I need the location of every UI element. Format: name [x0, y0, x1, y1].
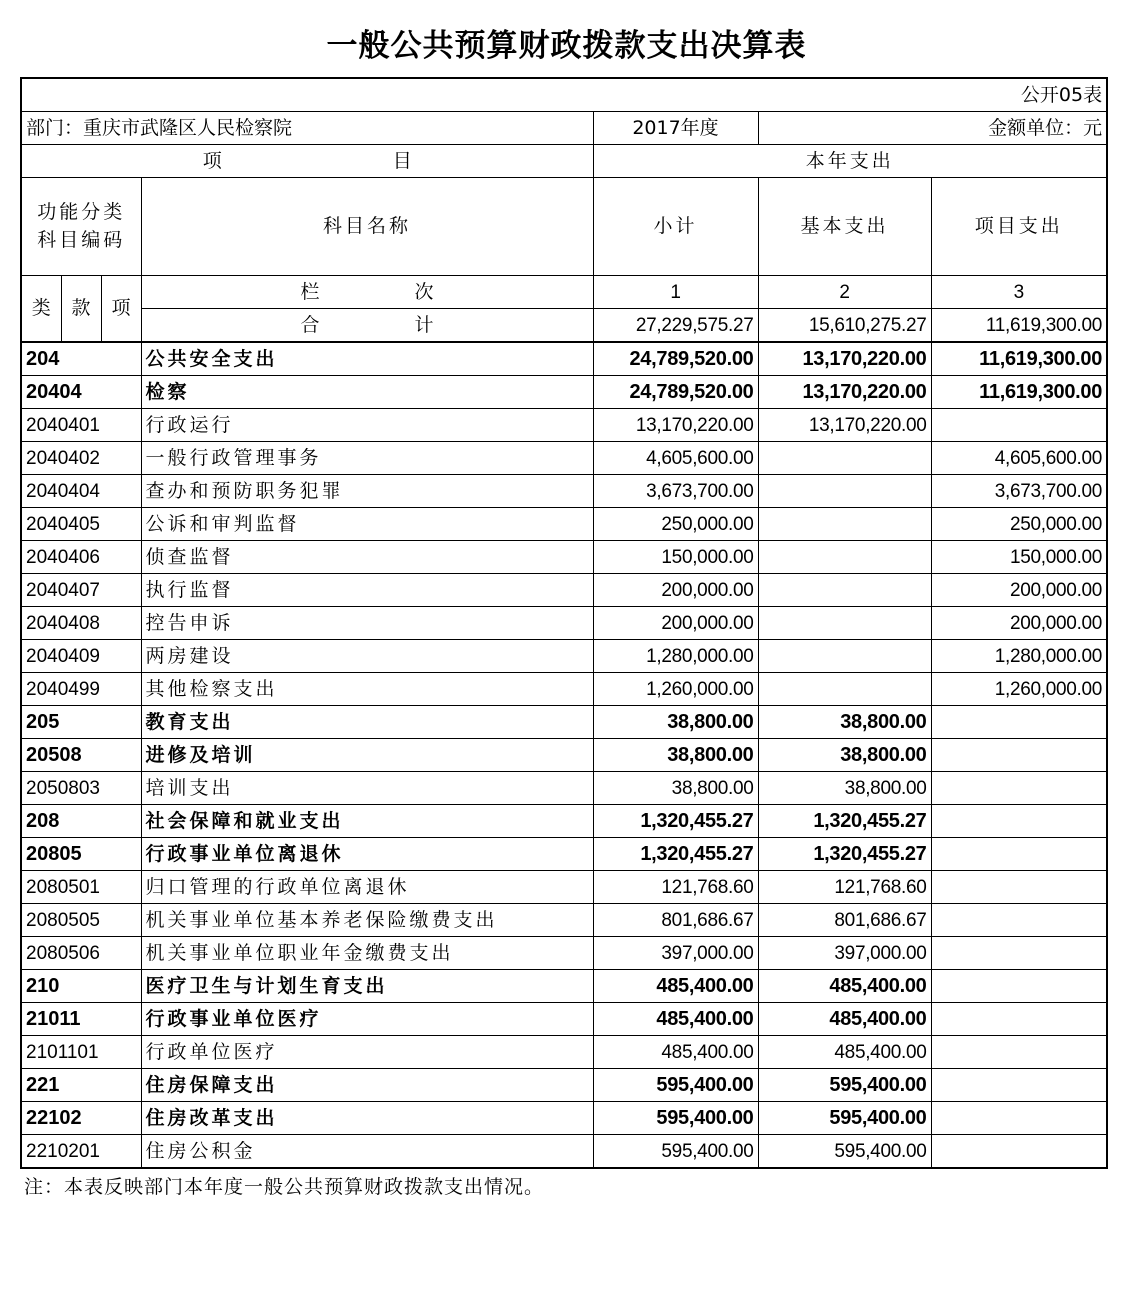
- row-subject-name: 进修及培训: [141, 739, 593, 772]
- row-subject-name: 住房保障支出: [141, 1069, 593, 1102]
- row-project: [931, 1003, 1107, 1036]
- header-current-year: 本年支出: [593, 145, 1107, 178]
- row-code: 2040409: [21, 640, 141, 673]
- table-row: [21, 838, 1107, 871]
- row-basic: 397,000.00: [758, 937, 931, 970]
- row-code: 204: [21, 342, 141, 376]
- header-col1: 1: [593, 276, 758, 309]
- header-project: 项目支出: [931, 178, 1107, 276]
- row-project: 200,000.00: [931, 607, 1107, 640]
- row-subtotal: 485,400.00: [593, 1036, 758, 1069]
- row-subtotal: 24,789,520.00: [593, 342, 758, 376]
- row-subtotal: 250,000.00: [593, 508, 758, 541]
- row-basic: [758, 508, 931, 541]
- row-basic: 38,800.00: [758, 772, 931, 805]
- row-project: 11,619,300.00: [931, 376, 1107, 409]
- row-basic: 121,768.60: [758, 871, 931, 904]
- total-project: 11,619,300.00: [931, 309, 1107, 343]
- table-row: [21, 1135, 1107, 1169]
- row-subtotal: 38,800.00: [593, 772, 758, 805]
- header-lei: 类: [21, 276, 61, 343]
- row-subtotal: 485,400.00: [593, 970, 758, 1003]
- row-subject-name: 培训支出: [141, 772, 593, 805]
- row-code: 2080506: [21, 937, 141, 970]
- row-basic: 595,400.00: [758, 1069, 931, 1102]
- row-project: [931, 739, 1107, 772]
- row-basic: 801,686.67: [758, 904, 931, 937]
- row-project: [931, 1069, 1107, 1102]
- fiscal-year: 2017年度: [593, 112, 758, 145]
- row-code: 20508: [21, 739, 141, 772]
- row-subtotal: 595,400.00: [593, 1102, 758, 1135]
- row-subtotal: 4,605,600.00: [593, 442, 758, 475]
- row-subtotal: 595,400.00: [593, 1135, 758, 1169]
- table-number: 公开05表: [21, 78, 1107, 112]
- row-subject-name: 控告申诉: [141, 607, 593, 640]
- row-subject-name: 教育支出: [141, 706, 593, 739]
- total-label: 合 计: [141, 309, 593, 343]
- header-item: 项 目: [21, 145, 593, 178]
- row-basic: [758, 541, 931, 574]
- table-row: [21, 1036, 1107, 1069]
- row-subtotal: 595,400.00: [593, 1069, 758, 1102]
- row-subject-name: 住房改革支出: [141, 1102, 593, 1135]
- row-basic: [758, 574, 931, 607]
- row-subject-name: 社会保障和就业支出: [141, 805, 593, 838]
- row-subject-name: 其他检察支出: [141, 673, 593, 706]
- row-subject-name: 行政事业单位离退休: [141, 838, 593, 871]
- row-code: 21011: [21, 1003, 141, 1036]
- header-col3: 3: [931, 276, 1107, 309]
- table-row: [21, 607, 1107, 640]
- row-project: [931, 409, 1107, 442]
- row-basic: [758, 673, 931, 706]
- row-code: 22102: [21, 1102, 141, 1135]
- row-code: 208: [21, 805, 141, 838]
- row-subtotal: 24,789,520.00: [593, 376, 758, 409]
- table-row: [21, 772, 1107, 805]
- table-row: [21, 673, 1107, 706]
- row-subtotal: 150,000.00: [593, 541, 758, 574]
- row-code: 20404: [21, 376, 141, 409]
- row-code: 2210201: [21, 1135, 141, 1169]
- row-subtotal: 200,000.00: [593, 607, 758, 640]
- table-row: [21, 409, 1107, 442]
- row-code: 2040499: [21, 673, 141, 706]
- row-subtotal: 1,260,000.00: [593, 673, 758, 706]
- header-column-label: 栏 次: [141, 276, 593, 309]
- row-subject-name: 公诉和审判监督: [141, 508, 593, 541]
- row-subject-name: 归口管理的行政单位离退休: [141, 871, 593, 904]
- row-code: 2080505: [21, 904, 141, 937]
- row-project: [931, 937, 1107, 970]
- header-func-code: 功能分类科目编码: [21, 178, 141, 276]
- table-row: [21, 706, 1107, 739]
- table-row: [21, 508, 1107, 541]
- table-row: [21, 970, 1107, 1003]
- row-project: [931, 1102, 1107, 1135]
- row-subtotal: 1,280,000.00: [593, 640, 758, 673]
- row-subject-name: 执行监督: [141, 574, 593, 607]
- row-subject-name: 侦查监督: [141, 541, 593, 574]
- row-code: 2080501: [21, 871, 141, 904]
- table-row: [21, 937, 1107, 970]
- row-subtotal: 3,673,700.00: [593, 475, 758, 508]
- row-subtotal: 485,400.00: [593, 1003, 758, 1036]
- header-basic: 基本支出: [758, 178, 931, 276]
- row-subject-name: 行政单位医疗: [141, 1036, 593, 1069]
- page-title: 一般公共预算财政拨款支出决算表: [326, 28, 807, 64]
- row-project: [931, 772, 1107, 805]
- row-subject-name: 查办和预防职务犯罪: [141, 475, 593, 508]
- row-basic: 595,400.00: [758, 1135, 931, 1169]
- row-subtotal: 397,000.00: [593, 937, 758, 970]
- table-row: [21, 904, 1107, 937]
- row-code: 2040405: [21, 508, 141, 541]
- table-row: [21, 574, 1107, 607]
- row-code: 205: [21, 706, 141, 739]
- table-row: [21, 1102, 1107, 1135]
- row-code: 2040404: [21, 475, 141, 508]
- row-subject-name: 住房公积金: [141, 1135, 593, 1169]
- row-project: [931, 706, 1107, 739]
- row-basic: 595,400.00: [758, 1102, 931, 1135]
- table-row: [21, 442, 1107, 475]
- row-project: 11,619,300.00: [931, 342, 1107, 376]
- total-basic: 15,610,275.27: [758, 309, 931, 343]
- row-subject-name: 行政事业单位医疗: [141, 1003, 593, 1036]
- table-row: [21, 541, 1107, 574]
- row-project: [931, 871, 1107, 904]
- table-row: [21, 376, 1107, 409]
- row-basic: 1,320,455.27: [758, 805, 931, 838]
- table-row: [21, 640, 1107, 673]
- row-project: [931, 1036, 1107, 1069]
- row-subject-name: 医疗卫生与计划生育支出: [141, 970, 593, 1003]
- table-row: [21, 475, 1107, 508]
- row-subtotal: 38,800.00: [593, 706, 758, 739]
- row-basic: 13,170,220.00: [758, 342, 931, 376]
- row-subject-name: 机关事业单位基本养老保险缴费支出: [141, 904, 593, 937]
- header-subtotal: 小计: [593, 178, 758, 276]
- row-basic: 38,800.00: [758, 706, 931, 739]
- row-code: 210: [21, 970, 141, 1003]
- footnote: 注：本表反映部门本年度一般公共预算财政拨款支出情况。: [24, 1176, 545, 1198]
- row-project: [931, 838, 1107, 871]
- row-basic: 485,400.00: [758, 1003, 931, 1036]
- row-project: [931, 970, 1107, 1003]
- row-code: 2040408: [21, 607, 141, 640]
- row-code: 2040406: [21, 541, 141, 574]
- row-subtotal: 1,320,455.27: [593, 805, 758, 838]
- row-project: 150,000.00: [931, 541, 1107, 574]
- row-project: 3,673,700.00: [931, 475, 1107, 508]
- table-row: [21, 342, 1107, 376]
- row-project: 4,605,600.00: [931, 442, 1107, 475]
- row-project: [931, 1135, 1107, 1169]
- row-subtotal: 200,000.00: [593, 574, 758, 607]
- row-subject-name: 公共安全支出: [141, 342, 593, 376]
- department-label: 部门：重庆市武隆区人民检察院: [21, 112, 593, 145]
- row-code: 2040402: [21, 442, 141, 475]
- row-basic: 13,170,220.00: [758, 376, 931, 409]
- row-code: 2101101: [21, 1036, 141, 1069]
- row-basic: 1,320,455.27: [758, 838, 931, 871]
- row-subject-name: 机关事业单位职业年金缴费支出: [141, 937, 593, 970]
- row-subject-name: 检察: [141, 376, 593, 409]
- row-subject-name: 一般行政管理事务: [141, 442, 593, 475]
- row-project: 1,280,000.00: [931, 640, 1107, 673]
- row-subtotal: 1,320,455.27: [593, 838, 758, 871]
- row-code: 221: [21, 1069, 141, 1102]
- table-row: [21, 805, 1107, 838]
- header-col2: 2: [758, 276, 931, 309]
- row-project: 250,000.00: [931, 508, 1107, 541]
- row-code: 2040401: [21, 409, 141, 442]
- row-subtotal: 13,170,220.00: [593, 409, 758, 442]
- table-row: [21, 1003, 1107, 1036]
- row-basic: [758, 475, 931, 508]
- row-subject-name: 行政运行: [141, 409, 593, 442]
- row-basic: 485,400.00: [758, 970, 931, 1003]
- row-basic: [758, 442, 931, 475]
- row-code: 2040407: [21, 574, 141, 607]
- row-basic: 38,800.00: [758, 739, 931, 772]
- budget-expenditure-table: [20, 77, 1108, 1169]
- amount-unit: 金额单位：元: [758, 112, 1107, 145]
- table-row: [21, 739, 1107, 772]
- header-subject-name: 科目名称: [141, 178, 593, 276]
- row-basic: [758, 640, 931, 673]
- header-kuan: 款: [61, 276, 101, 343]
- total-subtotal: 27,229,575.27: [593, 309, 758, 343]
- row-subtotal: 801,686.67: [593, 904, 758, 937]
- row-project: 1,260,000.00: [931, 673, 1107, 706]
- table-row: [21, 1069, 1107, 1102]
- row-code: 2050803: [21, 772, 141, 805]
- row-subtotal: 38,800.00: [593, 739, 758, 772]
- row-basic: 13,170,220.00: [758, 409, 931, 442]
- row-subtotal: 121,768.60: [593, 871, 758, 904]
- header-xiang: 项: [101, 276, 141, 343]
- row-basic: [758, 607, 931, 640]
- row-basic: 485,400.00: [758, 1036, 931, 1069]
- row-subject-name: 两房建设: [141, 640, 593, 673]
- row-project: 200,000.00: [931, 574, 1107, 607]
- row-project: [931, 805, 1107, 838]
- table-row: [21, 871, 1107, 904]
- row-project: [931, 904, 1107, 937]
- row-code: 20805: [21, 838, 141, 871]
